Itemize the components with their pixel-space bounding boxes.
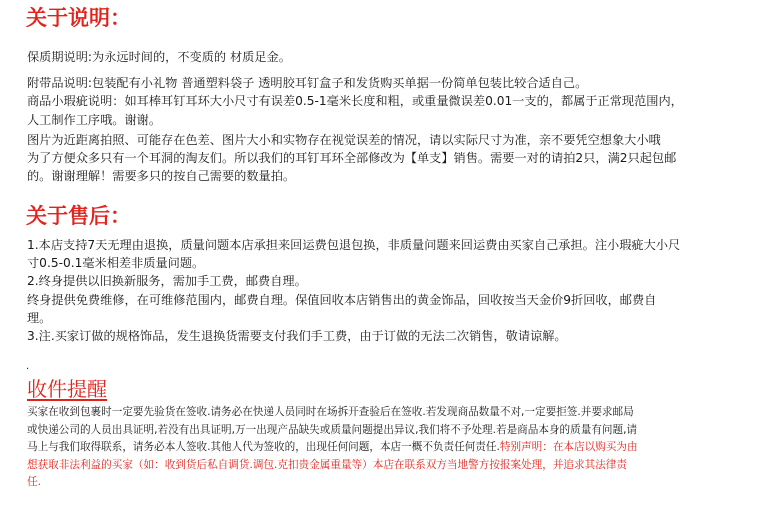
notice-line-4: 想获取非法利益的买家（如：收到货后私自调货.调包.克扣贵金属重量等）本店在联系双方当地警方按报案处理，并追求其法律责 (27, 458, 627, 471)
about-title: 关于说明： (26, 6, 131, 30)
repair-line: 终身提供免费维修，在可维修范围内，邮费自理。保值回收本店销售出的黄金饰品，回收按当天金价9折回收，邮费自 (27, 292, 657, 307)
photo-note-line: 图片为近距离拍照、可能存在色差、图片大小和实物存在视觉误差的情况，请以实际尺寸为准，亲不要凭空想象大小哦 (27, 132, 661, 147)
special-statement: 特别声明：在本店以购买为由 (499, 441, 638, 454)
shelf-life-line: 保质期说明:为永远时间的，不变质的 材质足金。 (27, 50, 291, 64)
notice-line-3 (27, 439, 777, 457)
repair-line-cont: 理。 (27, 310, 52, 325)
single-sale-line: 为了方便众多只有一个耳洞的淘友们。所以我们的耳钉耳环全部修改为【单支】销售。需要一对的请拍2只，满2只起包邮 (27, 151, 677, 166)
notice-line-3-text: 马上与我们取得联系，请务必本人签收.其他人代为签收的，出现任何问题，本店一概不负责任何责任. (27, 441, 500, 454)
about-description-block (27, 48, 777, 185)
after-sales-block (27, 236, 777, 345)
after-sales-title: 关于售后： (26, 204, 131, 228)
custom-order-line: 3.注.买家订做的规格饰品，发生退换货需要支付我们手工费，由于订做的无法二次销售，敬请谅解。 (27, 329, 567, 344)
receipt-notice-block (27, 404, 777, 492)
notice-line-1: 买家在收到包裹时一定要先验货在签收.请务必在快递人员同时在场拆开查验后在签收.若发现商品数量不对,一定要拒签.并要求邮局 (27, 406, 634, 418)
flaw-line-cont: 人工制作工序哦。谢谢。 (27, 112, 162, 127)
receipt-notice-title: 收件提醒 (27, 377, 107, 401)
flaw-line: 商品小瑕疵说明：如耳棒耳钉耳环大小尺寸有误差0.5-1毫米长度和粗，或重量微误差0.01一支的，都属于正常现范围内， (27, 94, 683, 109)
notice-line-5: 任. (27, 476, 41, 489)
dot-mark: . (26, 361, 30, 372)
trade-in-line: 2.终身提供以旧换新服务，需加手工费，邮费自理。 (27, 274, 307, 289)
accessories-line: 附带品说明:包装配有小礼物 普通塑料袋子 透明胶耳钉盒子和发货购买单据一份简单包装比较合适自己。 (27, 76, 588, 91)
single-sale-line-cont: 的。谢谢理解！需要多只的按自己需要的数量拍。 (27, 169, 296, 184)
return-policy-line-cont: 寸0.5-0.1毫米相差非质量问题。 (27, 256, 205, 271)
notice-line-2: 或快递公司的人员出具证明,若没有出具证明,万一出现产品缺失或质量问题提出异议,我们将不予处理.若是商品本身的质量有问题,请 (27, 423, 638, 436)
return-policy-line: 1.本店支持7天无理由退换，质量问题本店承担来回运费包退包换，非质量问题来回运费由买家自己承担。注小瑕疵大小尺 (27, 238, 681, 252)
